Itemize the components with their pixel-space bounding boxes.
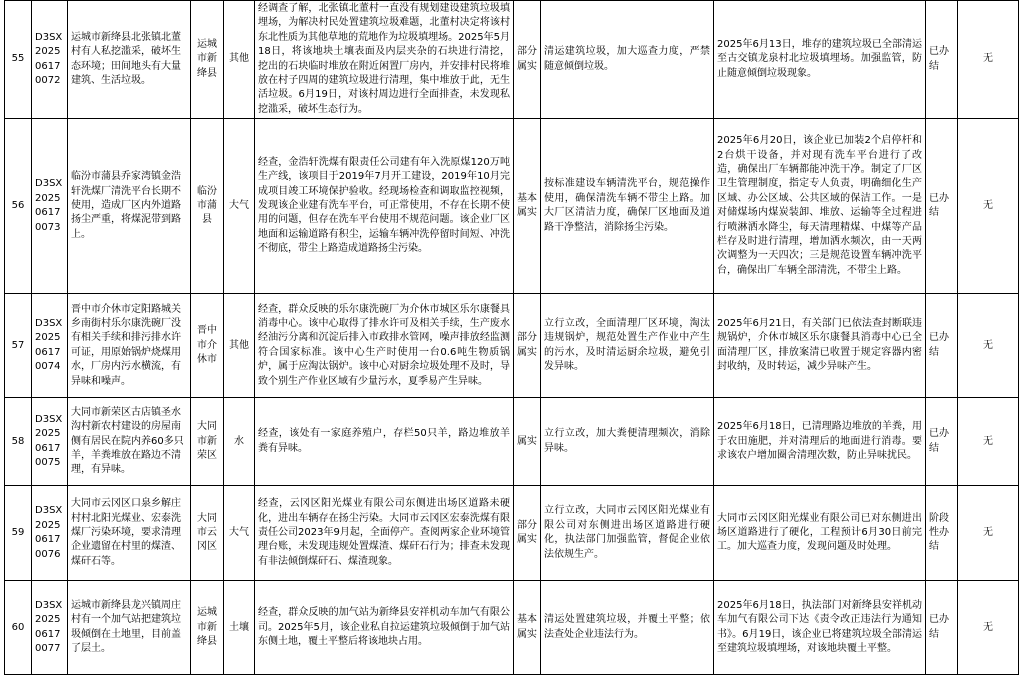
row-number: 57: [5, 294, 32, 398]
rectification-measures: 清运处置建筑垃圾，并覆土平整；依法查处企业违法行为。: [541, 581, 714, 675]
accountability: 无: [958, 398, 1019, 486]
row-number: 55: [5, 1, 32, 119]
verdict: 属实: [514, 398, 541, 486]
completion-status: 阶段性办结: [926, 486, 958, 581]
complaint-content: 临汾市蒲县乔家湾镇金浩轩洗煤厂清洗平台长期不使用，造成厂区内外道路扬尘严重，将煤泥带到路上。: [68, 119, 191, 294]
rectification-result: 2025年6月18日，已清理路边堆放的羊粪，用于农田施肥，并对清理后的地面进行消毒。要求该农户增加圈舍清理次数，防止异味扰民。: [714, 398, 926, 486]
complaint-code: D3SX202506170072: [32, 1, 68, 119]
complaint-code: D3SX202506170077: [32, 581, 68, 675]
complaint-code: D3SX202506170073: [32, 119, 68, 294]
investigation-finding: 经调查了解，北张镇北董村一直没有规划建设建筑垃圾填埋场，为解决村民处置建筑垃圾难题，北董村决定将该村东北性质为其他草地的荒地作为垃圾填埋场。2025年5月18日，将该地块土壤表面及内层夹杂的石块进行清挖，挖出的石块临时堆放在附近闲置厂房内，并安排村民将堆放在村子四周的建筑垃圾进行清理，集中堆放于此，无生活垃圾。6月19日，对该村周边进行全面排查，未发现私挖滥采，破坏生态行为。: [255, 1, 514, 119]
pollution-type: 土壤: [224, 581, 255, 675]
accountability: 无: [958, 294, 1019, 398]
complaint-content: 大同市云冈区口泉乡解庄村村北阳光煤业、宏泰洗煤厂污染环境，要求清理企业遗留在村里的煤渣、煤矸石等。: [68, 486, 191, 581]
administrative-region: 临汾市蒲县: [191, 119, 224, 294]
rectification-result: 2025年6月18日，执法部门对新绛县安祥机动车加气有限公司下达《责令改正违法行为通知书》。6月19日，该企业已将建筑垃圾全部清运至建筑垃圾填埋场，对该地块覆土平整。: [714, 581, 926, 675]
table-row: [5, 581, 1019, 675]
pollution-type: 大气: [224, 486, 255, 581]
verdict: 部分属实: [514, 294, 541, 398]
row-number: 59: [5, 486, 32, 581]
rectification-measures: 立行立改，全面清理厂区环境，淘汰违规锅炉，规范处置生产作业中产生的污水，及时清运厨余垃圾，避免引发异味。: [541, 294, 714, 398]
complaint-content: 运城市新绛县北张镇北董村有人私挖滥采，破坏生态环境；田间地头有大量建筑、生活垃圾。: [68, 1, 191, 119]
row-number: 56: [5, 119, 32, 294]
completion-status: 已办结: [926, 1, 958, 119]
rectification-measures: 立行立改，加大粪便清理频次，消除异味。: [541, 398, 714, 486]
accountability: 无: [958, 119, 1019, 294]
investigation-finding: 经查，云冈区阳光煤业有限公司东侧进出场区道路未硬化，进出车辆存在扬尘污染。大同市云冈区宏泰洗煤有限责任公司2023年9月起，全面停产。查阅两家企业环境管理台账，未发现违规处置煤渣、煤矸石行为；排查未发现有非法倾倒煤矸石、煤渣现象。: [255, 486, 514, 581]
rectification-result: 大同市云冈区阳光煤业有限公司已对东侧进出场区道路进行了硬化，工程预计6月30日前完工。加大巡查力度，发现问题及时处理。: [714, 486, 926, 581]
complaint-code: D3SX202506170075: [32, 398, 68, 486]
verdict: 基本属实: [514, 581, 541, 675]
rectification-result: 2025年6月20日，该企业已加装2个启停杆和2台烘干设备，并对现有洗车平台进行了改造，确保出厂车辆都能冲洗干净。制定了厂区卫生管理制度，指定专人负责，明确细化生产区域、办公区域、公共区域的保洁工作。一是对储煤场内煤炭装卸、堆放、运输等全过程进行喷淋洒水降尘，每天清理精煤、中煤等产品栏存及时进行清理，增加洒水频次，由一天两次调整为一天四次；三是规范设置车辆冲洗平台，确保出厂车辆全部清洗，不带尘上路。: [714, 119, 926, 294]
rectification-result: 2025年6月13日，堆存的建筑垃圾已全部清运至古交镇龙泉村北垃圾填埋场。加强监管，防止随意倾倒垃圾现象。: [714, 1, 926, 119]
accountability: 无: [958, 486, 1019, 581]
pollution-type: 水: [224, 398, 255, 486]
complaint-code: D3SX202506170076: [32, 486, 68, 581]
table-row: [5, 486, 1019, 581]
accountability: 无: [958, 1, 1019, 119]
table-row: [5, 119, 1019, 294]
administrative-region: 晋中市介休市: [191, 294, 224, 398]
pollution-type: 大气: [224, 119, 255, 294]
verdict: 部分属实: [514, 486, 541, 581]
row-number: 60: [5, 581, 32, 675]
investigation-finding: 经查，金浩轩洗煤有限责任公司建有年入洗原煤120万吨生产线，该项目于2019年7月开工建设，2019年10月完成项目竣工环境保护验收。经现场检查和调取监控视频，发现该企业建有洗车平台，可正常使用，不存在长期不使用的问题，但存在洗车平台使用不规范问题。该企业厂区地面和运输道路有积尘，运输车辆冲洗停留时间短、冲洗不彻底，带尘上路造成道路扬尘污染。: [255, 119, 514, 294]
table-row: [5, 1, 1019, 119]
complaint-content: 运城市新绛县龙兴镇周庄村有一个加气站把建筑垃圾倾倒在土地里，目前盖了层土。: [68, 581, 191, 675]
complaint-code: D3SX202506170074: [32, 294, 68, 398]
completion-status: 已办结: [926, 119, 958, 294]
administrative-region: 运城市新绛县: [191, 1, 224, 119]
row-number: 58: [5, 398, 32, 486]
accountability: 无: [958, 581, 1019, 675]
administrative-region: 大同市新荣区: [191, 398, 224, 486]
pollution-type: 其他: [224, 1, 255, 119]
investigation-finding: 经查，群众反映的乐尔康洗碗厂为介休市城区乐尔康餐具消毒中心。该中心取得了排水许可及相关手续，生产废水经油污分离和沉淀后排入市政排水管网，噪声排放经监测符合国家标准。该中心生产时使用一台0.6吨生物质锅炉，属于应淘汰锅炉。该中心对厨余垃圾处理不及时，导致个别生产作业区域有少量污水，夏季易产生异味。: [255, 294, 514, 398]
completion-status: 已办结: [926, 581, 958, 675]
rectification-measures: 立行立改，大同市云冈区阳光煤业有限公司对东侧进出场区道路进行硬化，执法部门加强监管，督促企业依法依规生产。: [541, 486, 714, 581]
complaint-content: 大同市新荣区古店镇圣水沟村新农村建设的房屋南侧有居民在院内养60多只羊，羊粪堆放在路边不清理，有异味。: [68, 398, 191, 486]
table-row: [5, 398, 1019, 486]
complaint-content: 晋中市介休市定阳路城关乡南街村乐尔康洗碗厂没有相关手续和排污排水许可证，用原始锅炉烧煤用水，厂房内污水横流，有异味和噪声。: [68, 294, 191, 398]
complaint-table: [4, 0, 1019, 675]
rectification-measures: 按标准建设车辆清洗平台，规范操作使用，确保清洗车辆不带尘上路。加大厂区清洁力度，确保厂区地面及道路干净整洁，消除扬尘污染。: [541, 119, 714, 294]
table-row: [5, 294, 1019, 398]
rectification-measures: 清运建筑垃圾，加大巡查力度，严禁随意倾倒垃圾。: [541, 1, 714, 119]
completion-status: 已办结: [926, 398, 958, 486]
investigation-finding: 经查，群众反映的加气站为新绛县安祥机动车加气有限公司。2025年5月，该企业私自拉运建筑垃圾倾倒于加气站东侧土地，覆土平整后将该地块占用。: [255, 581, 514, 675]
administrative-region: 大同市云冈区: [191, 486, 224, 581]
verdict: 基本属实: [514, 119, 541, 294]
rectification-result: 2025年6月21日，有关部门已依法查封断联违规锅炉，介休市城区乐尔康餐具消毒中心已全面清理厂区，排放案清已收置于规定容器内密封收纳，及时转运，减少异味产生。: [714, 294, 926, 398]
investigation-finding: 经查，该处有一家庭养殖户，存栏50只羊，路边堆放羊粪有异味。: [255, 398, 514, 486]
completion-status: 已办结: [926, 294, 958, 398]
pollution-type: 其他: [224, 294, 255, 398]
verdict: 部分属实: [514, 1, 541, 119]
administrative-region: 运城市新绛县: [191, 581, 224, 675]
